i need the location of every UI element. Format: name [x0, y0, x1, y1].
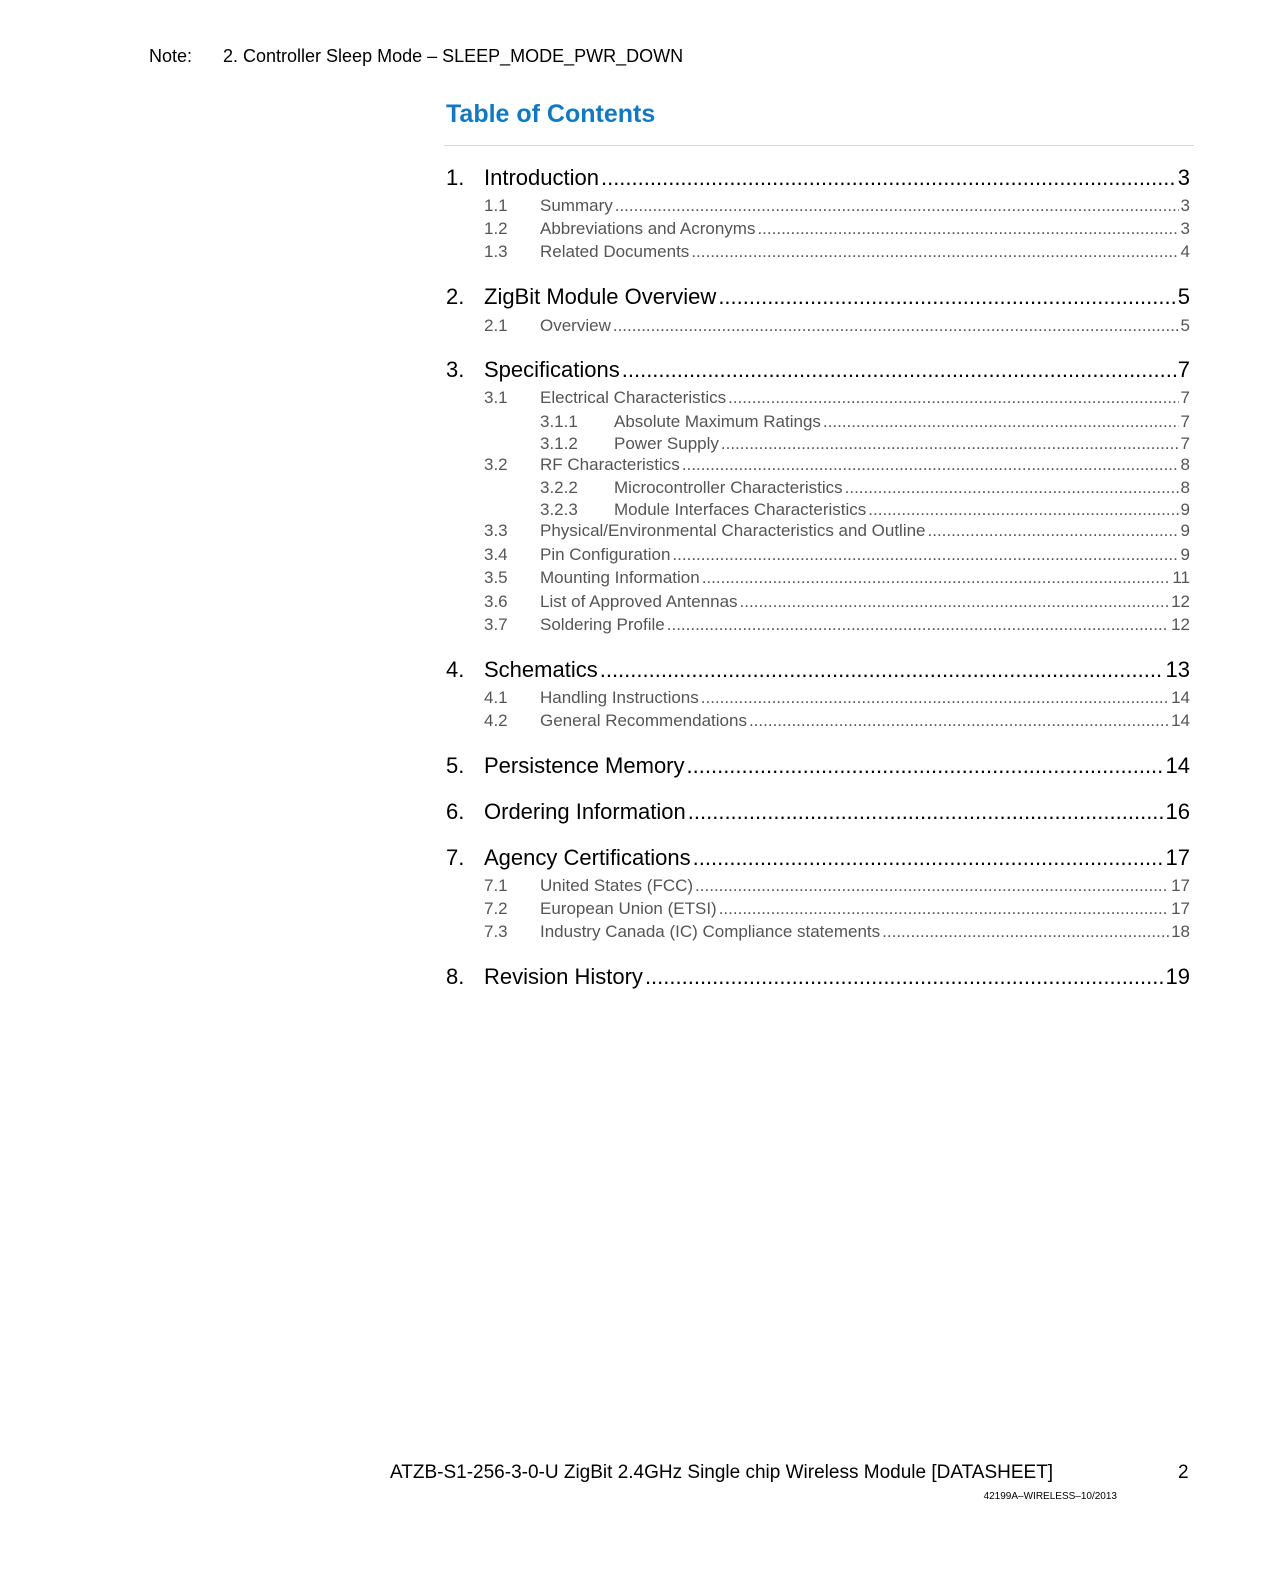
toc-entry-leader	[823, 412, 1179, 432]
toc-entry[interactable]	[446, 615, 1190, 635]
toc-entry-number: 2.1	[484, 316, 508, 335]
toc-entry-page: 17	[1171, 876, 1190, 895]
footer-document-code: 42199A–WIRELESS–10/2013	[983, 1491, 1117, 1502]
toc-entry-number: 8.	[446, 964, 465, 989]
toc-entry-number: 3.4	[484, 545, 508, 564]
toc-entry-number: 3.7	[484, 615, 508, 634]
toc-entry-number: 1.1	[484, 196, 508, 215]
footer-page-number: 2	[1178, 1462, 1189, 1483]
toc-entry-number: 4.1	[484, 688, 508, 707]
toc-entry[interactable]	[446, 753, 1190, 779]
toc-entry-leader	[613, 316, 1179, 336]
toc-entry-title: Schematics	[484, 657, 598, 682]
toc-entry-page: 3	[1177, 165, 1190, 190]
toc-entry-title: Module Interfaces Characteristics	[614, 500, 867, 519]
toc-entry[interactable]	[446, 657, 1190, 683]
toc-entry-page: 9	[1180, 500, 1190, 519]
toc-entry-title: Specifications	[484, 357, 620, 382]
toc-entry-title: Persistence Memory	[484, 753, 685, 778]
toc-entry-leader	[718, 284, 1175, 310]
toc-entry-leader	[740, 592, 1170, 612]
toc-entry-title: Handling Instructions	[540, 688, 699, 707]
toc-entry[interactable]	[446, 165, 1190, 191]
toc-entry-leader	[719, 899, 1169, 919]
toc-entry-number: 7.	[446, 845, 465, 870]
toc-entry-title: General Recommendations	[540, 711, 747, 730]
toc-entry-leader	[691, 242, 1178, 262]
toc-entry[interactable]	[446, 434, 1190, 454]
toc-entry[interactable]	[446, 316, 1190, 336]
toc-entry-page: 14	[1165, 753, 1190, 778]
note-text: 2. Controller Sleep Mode – SLEEP_MODE_PWR_DOWN	[223, 46, 684, 66]
toc-entry-number: 3.5	[484, 568, 508, 587]
toc-entry-leader	[622, 357, 1176, 383]
toc-entry-leader	[688, 799, 1164, 825]
toc-entry-number: 3.3	[484, 521, 508, 540]
toc-entry-leader	[600, 657, 1164, 683]
toc-entry[interactable]	[446, 845, 1190, 871]
toc-entry-number: 3.6	[484, 592, 508, 611]
toc-entry-leader	[687, 753, 1164, 779]
toc-entry-page: 5	[1177, 284, 1190, 309]
toc-entry[interactable]	[446, 500, 1190, 520]
toc-entry-number: 3.2.2	[540, 478, 578, 497]
toc-entry[interactable]	[446, 388, 1190, 408]
toc-entry-page: 19	[1165, 964, 1190, 989]
toc-entry-page: 4	[1180, 242, 1190, 261]
toc-entry-number: 3.	[446, 357, 465, 382]
toc-entry-title: List of Approved Antennas	[540, 592, 738, 611]
toc-entry-page: 9	[1180, 545, 1190, 564]
toc-entry-leader	[701, 688, 1169, 708]
toc-entry-leader	[695, 876, 1169, 896]
toc-entry-page: 7	[1180, 434, 1190, 453]
toc-entry-page: 18	[1171, 922, 1190, 941]
toc-entry-page: 7	[1180, 412, 1190, 431]
toc-entry-title: Agency Certifications	[484, 845, 691, 870]
toc-entry-number: 1.2	[484, 219, 508, 238]
toc-entry-page: 7	[1177, 357, 1190, 382]
toc-entry-number: 3.1	[484, 388, 508, 407]
toc-entry[interactable]	[446, 284, 1190, 310]
toc-entry-page: 17	[1165, 845, 1190, 870]
toc-entry[interactable]	[446, 688, 1190, 708]
toc-entry[interactable]	[446, 455, 1190, 475]
toc-entry-number: 4.2	[484, 711, 508, 730]
toc-entry-title: Absolute Maximum Ratings	[614, 412, 821, 431]
toc-entry-number: 7.2	[484, 899, 508, 918]
toc-entry-number: 1.	[446, 165, 465, 190]
toc-entry-page: 12	[1171, 592, 1190, 611]
toc-entry[interactable]	[446, 799, 1190, 825]
toc-entry-leader	[757, 219, 1178, 239]
toc-entry-title: Soldering Profile	[540, 615, 665, 634]
toc-entry-page: 16	[1165, 799, 1190, 824]
toc-entry-leader	[721, 434, 1179, 454]
toc-entry-leader	[882, 922, 1169, 942]
toc-entry[interactable]	[446, 412, 1190, 432]
toc-entry-number: 6.	[446, 799, 465, 824]
toc-title: Table of Contents	[446, 100, 656, 128]
toc-entry[interactable]	[446, 876, 1190, 896]
toc-entry-leader	[645, 964, 1164, 990]
toc-entry-title: Related Documents	[540, 242, 690, 261]
toc-entry-leader	[667, 615, 1169, 635]
toc-entry-title: Ordering Information	[484, 799, 686, 824]
toc-entry-page: 12	[1171, 615, 1190, 634]
toc-entry-number: 5.	[446, 753, 465, 778]
toc-entry-leader	[601, 165, 1176, 191]
toc-entry[interactable]	[446, 592, 1190, 612]
toc-entry-page: 14	[1171, 711, 1190, 730]
toc-entry[interactable]	[446, 242, 1190, 262]
toc-entry-title: ZigBit Module Overview	[484, 284, 717, 309]
toc-entry-title: Overview	[540, 316, 611, 335]
toc-entry-page: 8	[1180, 478, 1190, 497]
toc-entry-title: Industry Canada (IC) Compliance statements	[540, 922, 881, 941]
toc-entry-title: Physical/Environmental Characteristics and Outline	[540, 521, 926, 540]
toc-entry-title: Summary	[540, 196, 613, 215]
toc-entry-leader	[868, 500, 1178, 520]
toc-entry-number: 3.1.2	[540, 434, 578, 453]
toc-entry-page: 3	[1180, 196, 1190, 215]
toc-entry-leader	[682, 455, 1179, 475]
toc-entry-page: 13	[1165, 657, 1190, 682]
toc-entry-number: 2.	[446, 284, 465, 309]
toc-entry-leader	[749, 711, 1169, 731]
toc-divider	[444, 145, 1194, 146]
toc-entry-page: 14	[1171, 688, 1190, 707]
toc-entry[interactable]	[446, 545, 1190, 565]
toc-entry-leader	[702, 568, 1171, 588]
toc-entry-page: 17	[1171, 899, 1190, 918]
toc-entry-title: United States (FCC)	[540, 876, 694, 895]
toc-entry-leader	[728, 388, 1178, 408]
toc-entry-leader	[693, 845, 1164, 871]
toc-entry-page: 9	[1180, 521, 1190, 540]
toc-entry[interactable]	[446, 357, 1190, 383]
toc-entry-page: 7	[1180, 388, 1190, 407]
toc-entry-number: 3.1.1	[540, 412, 578, 431]
toc-entry[interactable]	[446, 521, 1190, 541]
toc-entry-leader	[615, 196, 1179, 216]
toc-entry-page: 11	[1172, 568, 1190, 587]
toc-entry-number: 7.1	[484, 876, 508, 895]
toc-entry-title: Microcontroller Characteristics	[614, 478, 843, 497]
toc-entry-leader	[928, 521, 1179, 541]
toc-entry-number: 1.3	[484, 242, 508, 261]
toc-entry[interactable]	[446, 478, 1190, 498]
toc-entry[interactable]	[446, 899, 1190, 919]
toc-entry-number: 3.2.3	[540, 500, 578, 519]
toc-entry-number: 4.	[446, 657, 465, 682]
toc-entry-title: Mounting Information	[540, 568, 700, 587]
toc-entry-title: Power Supply	[614, 434, 719, 453]
toc-entry-leader	[672, 545, 1178, 565]
toc-entry-title: RF Characteristics	[540, 455, 680, 474]
note-label: Note:	[149, 46, 193, 66]
toc-entry[interactable]	[446, 568, 1190, 588]
toc-entry-number: 7.3	[484, 922, 508, 941]
toc-entry-title: Revision History	[484, 964, 643, 989]
toc-entry[interactable]	[446, 711, 1190, 731]
toc-entry-title: Electrical Characteristics	[540, 388, 727, 407]
toc-entry-leader	[845, 478, 1179, 498]
toc-entry-number: 3.2	[484, 455, 508, 474]
toc-entry[interactable]	[446, 964, 1190, 990]
toc-entry-title: Pin Configuration	[540, 545, 671, 564]
toc-entry-page: 8	[1180, 455, 1190, 474]
toc-entry[interactable]	[446, 219, 1190, 239]
footer-document-title: ATZB-S1-256-3-0-U ZigBit 2.4GHz Single chip Wireless Module [DATASHEET]	[390, 1462, 1054, 1483]
toc-entry-page: 5	[1180, 316, 1190, 335]
toc-entry-page: 3	[1180, 219, 1190, 238]
toc-entry-title: Abbreviations and Acronyms	[540, 219, 756, 238]
toc-entry-title: European Union (ETSI)	[540, 899, 717, 918]
note-line	[149, 46, 683, 67]
toc-entry[interactable]	[446, 922, 1190, 942]
toc-entry[interactable]	[446, 196, 1190, 216]
toc-entry-title: Introduction	[484, 165, 599, 190]
